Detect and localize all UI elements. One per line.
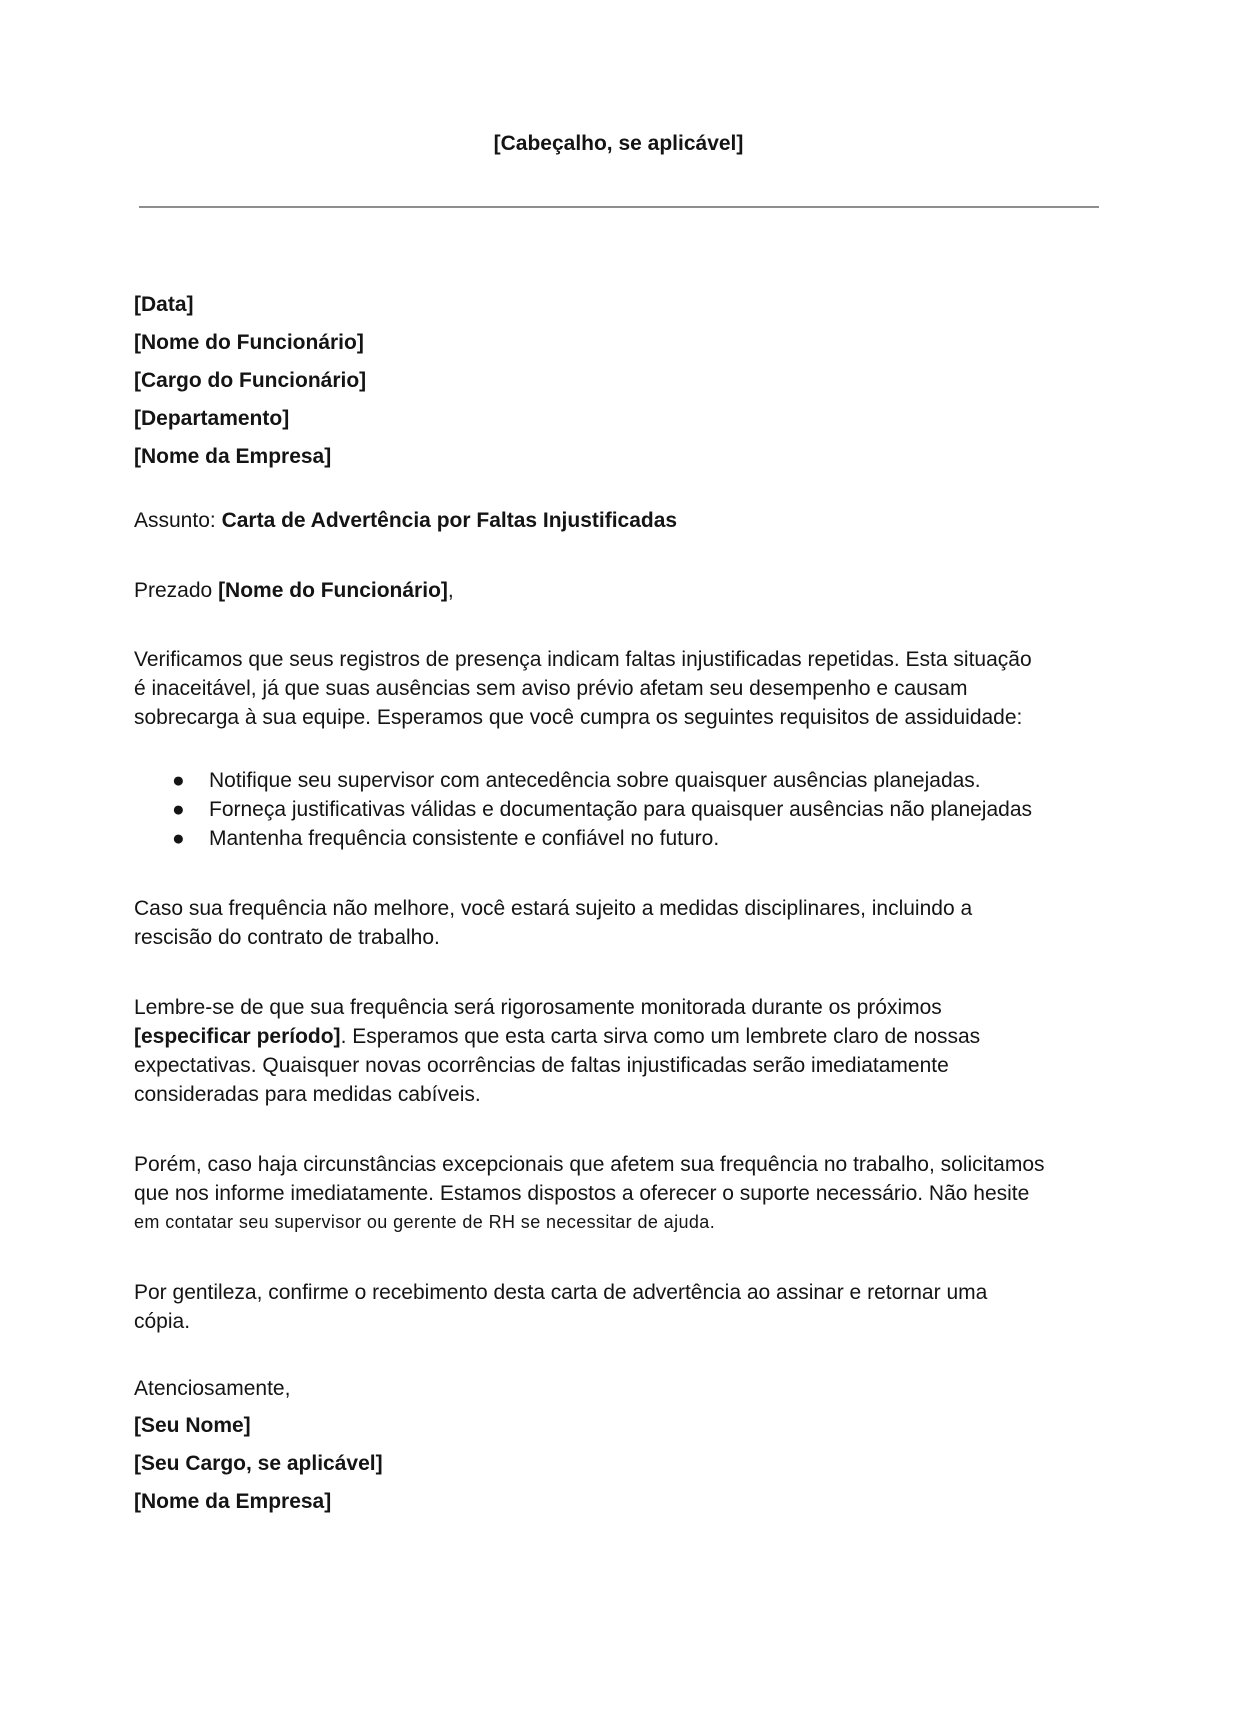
employee-name-placeholder: [Nome do Funcionário] bbox=[134, 331, 364, 354]
closing-salutation: Atenciosamente, bbox=[134, 1377, 291, 1400]
paragraph-line: Por gentileza, confirme o recebimento desta carta de advertência ao assinar e retornar uma bbox=[134, 1281, 988, 1304]
letter-body bbox=[134, 286, 1109, 1521]
subject-label: Assunto: bbox=[134, 509, 222, 532]
subject-text: Carta de Advertência por Faltas Injustificadas bbox=[221, 509, 678, 532]
list-item bbox=[134, 824, 1109, 853]
paragraph-line: que nos informe imediatamente. Estamos dispostos a oferecer o suporte necessário. Não hesite bbox=[134, 1182, 1030, 1205]
sender-company-placeholder: [Nome da Empresa] bbox=[134, 1490, 332, 1513]
paragraph-line: cópia. bbox=[134, 1310, 191, 1333]
paragraph-line: expectativas. Quaisquer novas ocorrências de faltas injustificadas serão imediatamente bbox=[134, 1054, 949, 1077]
signature-block bbox=[134, 1407, 1109, 1521]
requirements-list bbox=[134, 766, 1109, 853]
paragraph-line: Porém, caso haja circunstâncias excepcionais que afetem sua frequência no trabalho, solicitamos bbox=[134, 1153, 1045, 1176]
department-placeholder: [Departamento] bbox=[134, 407, 290, 430]
paragraph-line: em contatar seu supervisor ou gerente de RH se necessitar de ajuda. bbox=[134, 1212, 716, 1232]
list-item bbox=[134, 766, 1109, 795]
paragraph-line: é inaceitável, já que suas ausências sem aviso prévio afetam seu desempenho e causam bbox=[134, 677, 968, 700]
list-item-text: Forneça justificativas válidas e documentação para quaisquer ausências não planejadas bbox=[209, 798, 1033, 821]
paragraph-line: consideradas para medidas cabíveis. bbox=[134, 1083, 481, 1106]
date-placeholder: [Data] bbox=[134, 293, 194, 316]
recipient-block bbox=[134, 286, 1109, 476]
greeting-name: [Nome do Funcionário] bbox=[218, 579, 448, 602]
subject-line bbox=[134, 506, 1109, 535]
paragraph-absences bbox=[134, 645, 1109, 732]
paragraph-line: sobrecarga à sua equipe. Esperamos que você cumpra os seguintes requisitos de assiduidade: bbox=[134, 706, 1023, 729]
paragraph-line: Verificamos que seus registros de presença indicam faltas injustificadas repetidas. Esta situação bbox=[134, 648, 1032, 671]
list-item-text: Notifique seu supervisor com antecedência sobre quaisquer ausências planejadas. bbox=[209, 769, 981, 792]
header-title: [Cabeçalho, se aplicável] bbox=[493, 132, 744, 155]
paragraph-line: Caso sua frequência não melhore, você estará sujeito a medidas disciplinares, incluindo a bbox=[134, 897, 973, 920]
sender-role-placeholder: [Seu Cargo, se aplicável] bbox=[134, 1452, 383, 1475]
company-placeholder: [Nome da Empresa] bbox=[134, 445, 332, 468]
period-placeholder: [especificar período] bbox=[134, 1025, 341, 1048]
paragraph-monitoring bbox=[134, 993, 1109, 1109]
bullet-icon: ● bbox=[172, 798, 185, 821]
greeting-suffix: , bbox=[447, 579, 454, 602]
paragraph-line bbox=[134, 1022, 1109, 1051]
paragraph-consequences bbox=[134, 894, 1109, 952]
paragraph-line: rescisão do contrato de trabalho. bbox=[134, 926, 440, 949]
employee-role-placeholder: [Cargo do Funcionário] bbox=[134, 369, 367, 392]
greeting-prefix: Prezado bbox=[134, 579, 219, 602]
paragraph-confirmation bbox=[134, 1278, 1109, 1336]
paragraph-line: Lembre-se de que sua frequência será rigorosamente monitorada durante os próximos bbox=[134, 996, 942, 1019]
paragraph-support bbox=[134, 1150, 1109, 1237]
paragraph-line-rest: . Esperamos que esta carta sirva como um lembrete claro de nossas bbox=[340, 1025, 981, 1048]
list-item bbox=[134, 795, 1109, 824]
sender-name-placeholder: [Seu Nome] bbox=[134, 1414, 251, 1437]
list-item-text: Mantenha frequência consistente e confiável no futuro. bbox=[209, 827, 720, 850]
bullet-icon: ● bbox=[172, 769, 185, 792]
bullet-icon: ● bbox=[172, 827, 185, 850]
header-divider bbox=[139, 206, 1099, 208]
greeting-line bbox=[134, 576, 1109, 605]
